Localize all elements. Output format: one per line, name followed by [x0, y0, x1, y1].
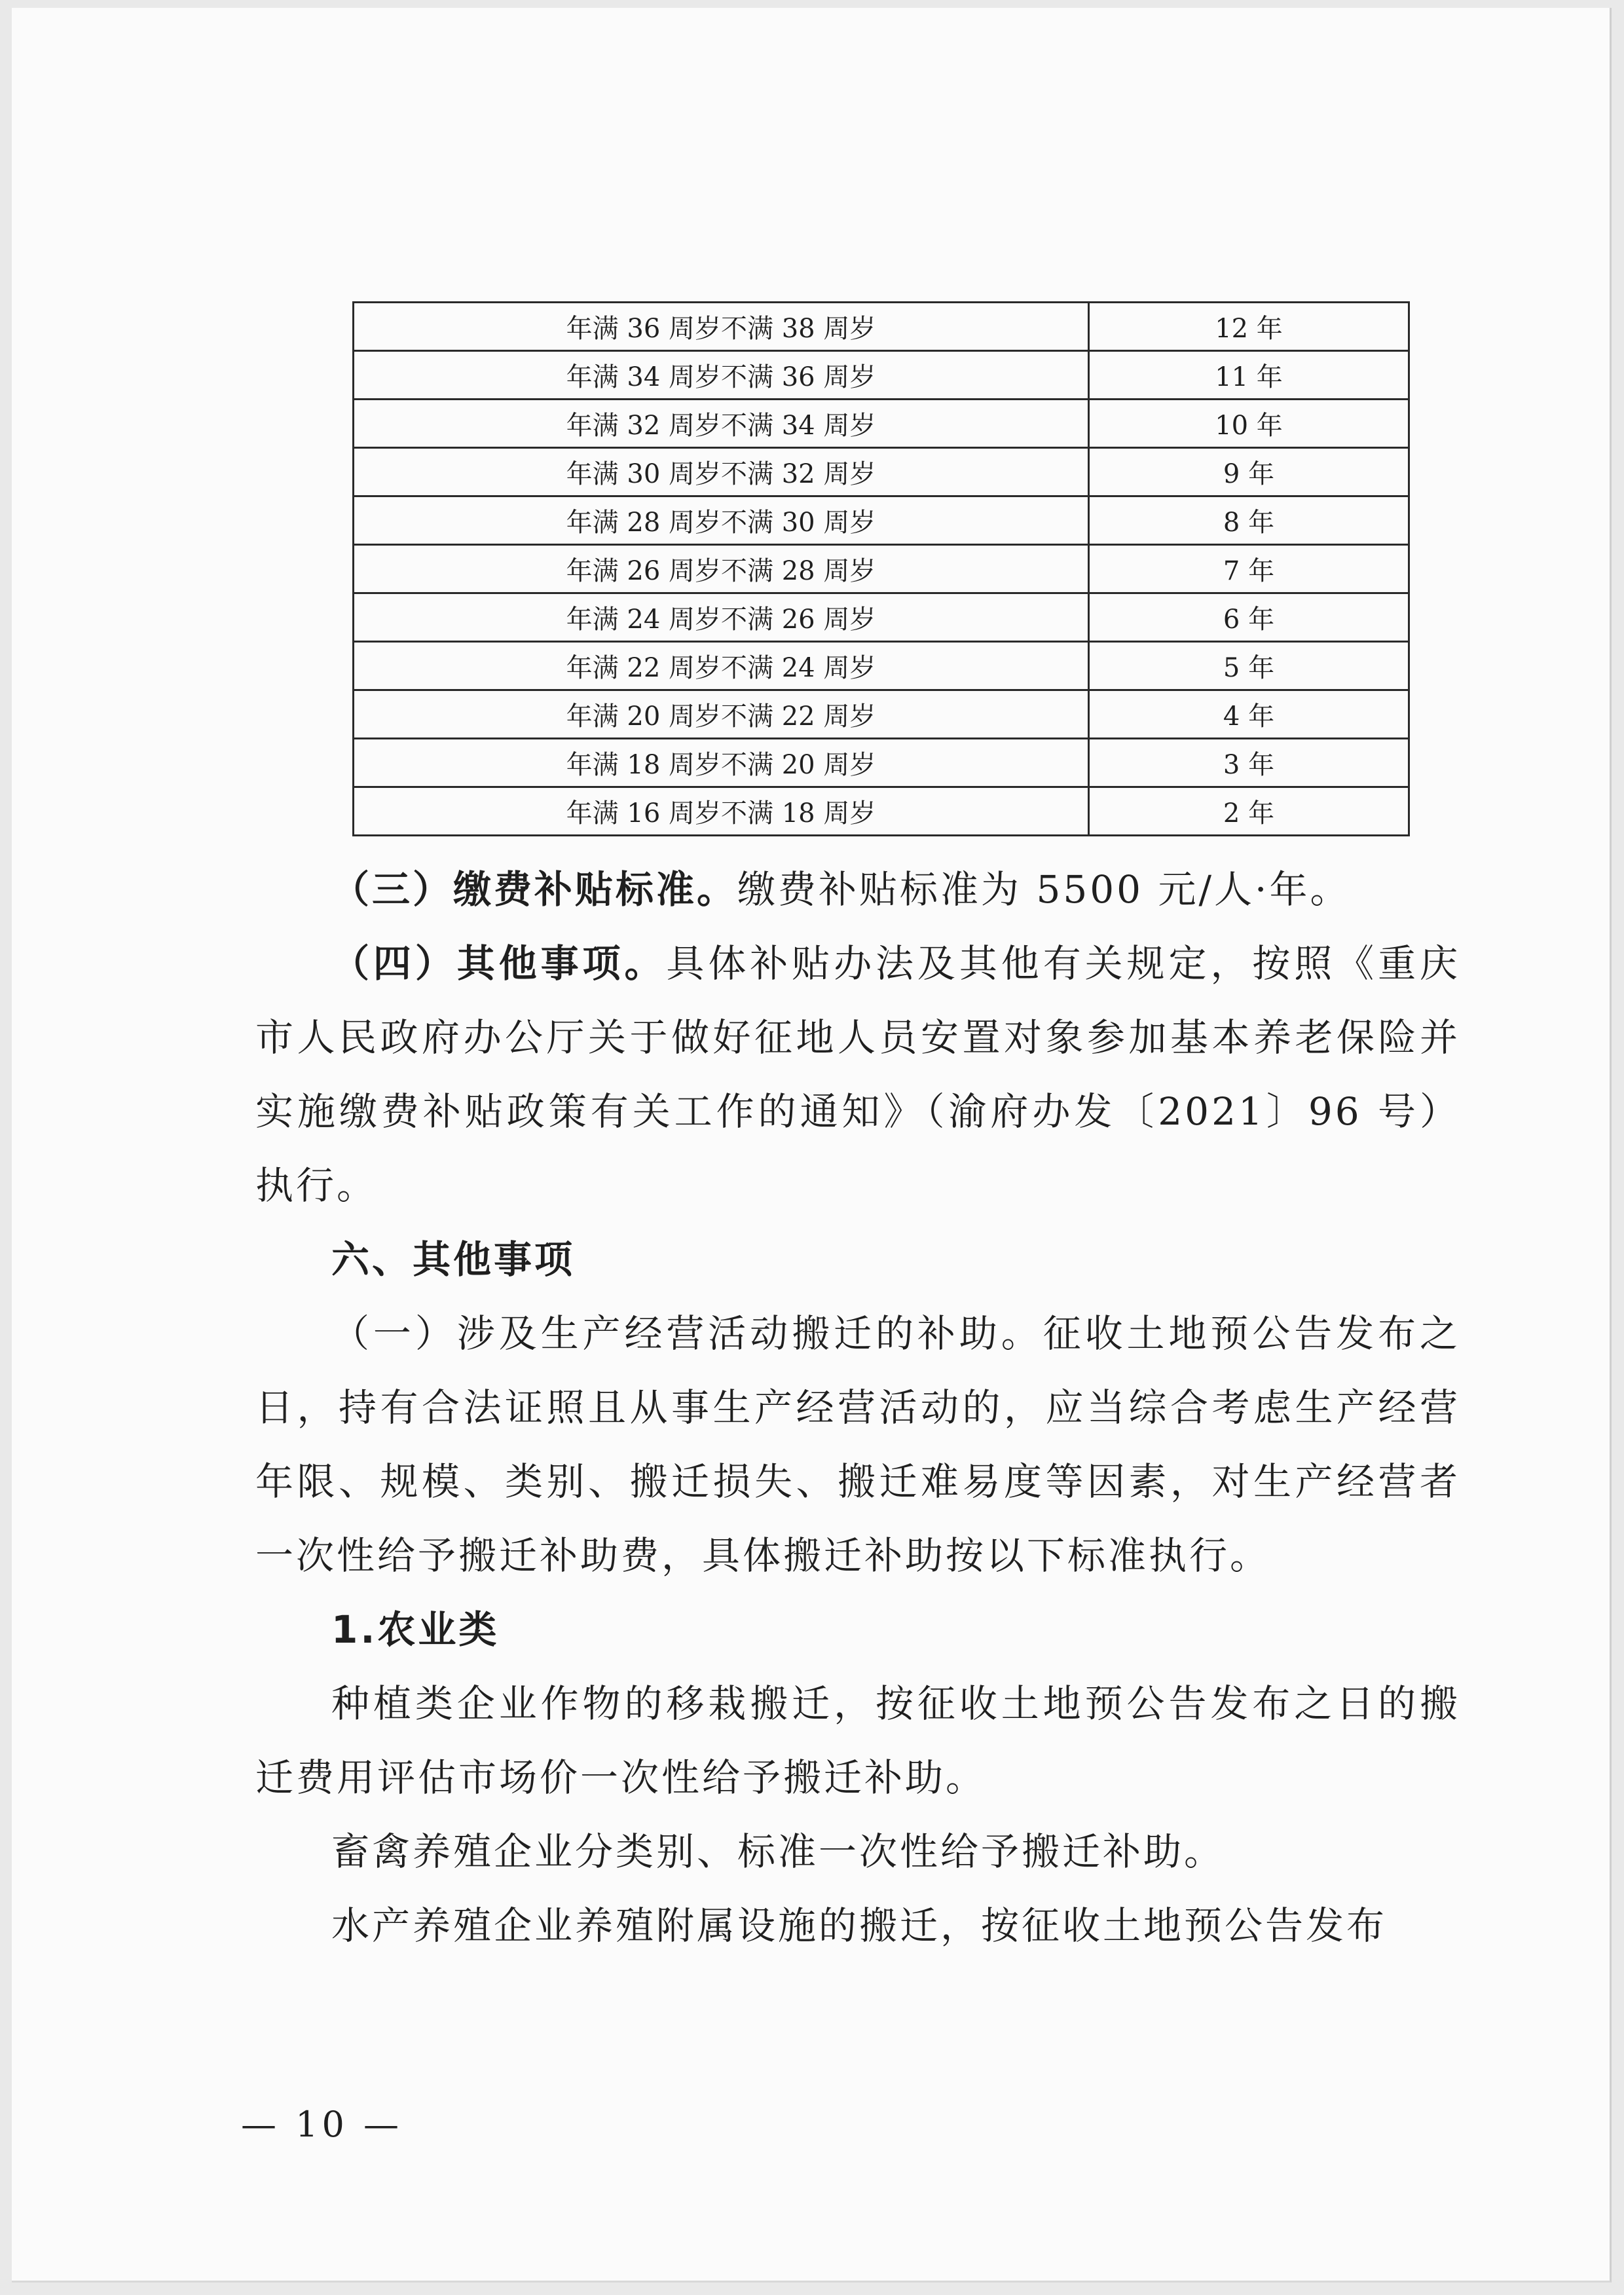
table-row [354, 303, 1409, 351]
years-cell: 9 年 [1089, 448, 1409, 496]
paragraph-lead: （一）涉及生产经营活动搬迁的补助。 [331, 1311, 1043, 1356]
years-cell: 5 年 [1089, 642, 1409, 690]
years-cell: 7 年 [1089, 545, 1409, 593]
table-row [354, 787, 1409, 836]
table-row [354, 400, 1409, 448]
age-range-cell: 年满 26 周岁不满 28 周岁 [354, 545, 1089, 593]
subsection-heading: 1.农业类 [331, 1607, 500, 1652]
age-range-cell: 年满 36 周岁不满 38 周岁 [354, 303, 1089, 351]
paragraph-relocation-subsidy [255, 1297, 1460, 1593]
age-range-cell: 年满 18 周岁不满 20 周岁 [354, 739, 1089, 787]
page-number: — 10 — [241, 2104, 403, 2145]
years-cell: 11 年 [1089, 351, 1409, 400]
paragraph-planting: 种植类企业作物的移栽搬迁，按征收土地预公告发布之日的搬迁费用评估市场价一次性给予搬迁补助。 [255, 1681, 1460, 1800]
paragraph-lead: （三）缴费补贴标准。 [331, 867, 738, 912]
age-range-cell: 年满 34 周岁不满 36 周岁 [354, 351, 1089, 400]
table-row [354, 545, 1409, 593]
years-cell: 6 年 [1089, 593, 1409, 642]
age-range-cell: 年满 24 周岁不满 26 周岁 [354, 593, 1089, 642]
age-range-cell: 年满 16 周岁不满 18 周岁 [354, 787, 1089, 836]
years-cell: 12 年 [1089, 303, 1409, 351]
years-cell: 4 年 [1089, 690, 1409, 739]
years-cell: 3 年 [1089, 739, 1409, 787]
paragraph-lead: （四）其他事项。 [331, 941, 667, 986]
paragraph-text: 具体补贴办法及其他有关规定，按照《重庆市人民政府办公厅关于做好征地人员安置对象参加基本养老保险并实施缴费补贴政策有关工作的通知》（渝府办发〔2021〕96 号）执行。 [255, 941, 1460, 1208]
age-range-cell: 年满 32 周岁不满 34 周岁 [354, 400, 1089, 448]
paragraph-payment-subsidy-standard [255, 853, 1460, 927]
paragraph-livestock: 畜禽养殖企业分类别、标准一次性给予搬迁补助。 [331, 1829, 1225, 1874]
table-row [354, 690, 1409, 739]
years-cell: 8 年 [1089, 496, 1409, 545]
table-row [354, 593, 1409, 642]
age-range-cell: 年满 30 周岁不满 32 周岁 [354, 448, 1089, 496]
document-page [12, 8, 1612, 2283]
age-range-cell: 年满 22 周岁不满 24 周岁 [354, 642, 1089, 690]
table-row [354, 351, 1409, 400]
paragraph-text: 缴费补贴标准为 5500 元/人·年。 [737, 867, 1351, 912]
paragraph-other-matters [255, 927, 1460, 1223]
table-row [354, 448, 1409, 496]
paragraph-text: 征收土地预公告发布之日，持有合法证照且从事生产经营活动的，应当综合考虑生产经营年限、规模、类别、搬迁损失、搬迁难易度等因素，对生产经营者一次性给予搬迁补助费，具体搬迁补助按以下标准执行。 [255, 1311, 1460, 1578]
years-cell: 2 年 [1089, 787, 1409, 836]
table-row [354, 642, 1409, 690]
section-heading: 六、其他事项 [331, 1237, 576, 1282]
table-row [354, 496, 1409, 545]
age-range-cell: 年满 20 周岁不满 22 周岁 [354, 690, 1089, 739]
table-row [354, 739, 1409, 787]
age-years-table [352, 301, 1410, 836]
years-cell: 10 年 [1089, 400, 1409, 448]
paragraph-aquaculture: 水产养殖企业养殖附属设施的搬迁，按征收土地预公告发布 [331, 1903, 1388, 1948]
age-range-cell: 年满 28 周岁不满 30 周岁 [354, 496, 1089, 545]
